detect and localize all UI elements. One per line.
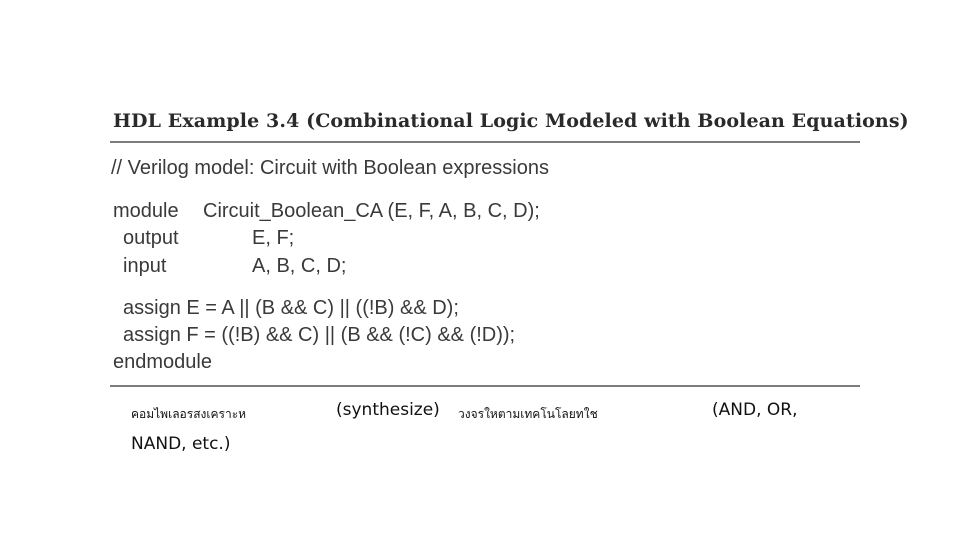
caption-synthesize: (synthesize)	[336, 400, 440, 420]
example-heading: HDL Example 3.4 (Combinational Logic Modeled with Boolean Equations)	[113, 110, 909, 132]
code-comment: // Verilog model: Circuit with Boolean expressions	[111, 157, 549, 179]
output-declaration: E, F;	[252, 227, 295, 249]
caption-gates-line-1: (AND, OR,	[712, 400, 798, 420]
assign-e-statement: assign E = A || (B && C) || ((!B) && D);	[123, 297, 459, 319]
top-rule	[110, 141, 860, 143]
input-declaration: A, B, C, D;	[252, 255, 347, 277]
endmodule-keyword: endmodule	[113, 351, 212, 373]
caption-thai-circuit: วงจรใหตามเทคโนโลยทใช	[458, 407, 598, 421]
module-keyword: module	[113, 200, 179, 222]
assign-f-statement: assign F = ((!B) && C) || (B && (!C) && (!D));	[123, 324, 516, 346]
input-keyword: input	[123, 255, 167, 277]
output-keyword: output	[123, 227, 179, 249]
caption-thai-compiler: คอมไพเลอรสงเคราะห	[131, 407, 247, 421]
module-declaration: Circuit_Boolean_CA (E, F, A, B, C, D);	[203, 200, 540, 222]
bottom-rule	[110, 385, 860, 387]
caption-gates-line-2: NAND, etc.)	[131, 434, 231, 454]
